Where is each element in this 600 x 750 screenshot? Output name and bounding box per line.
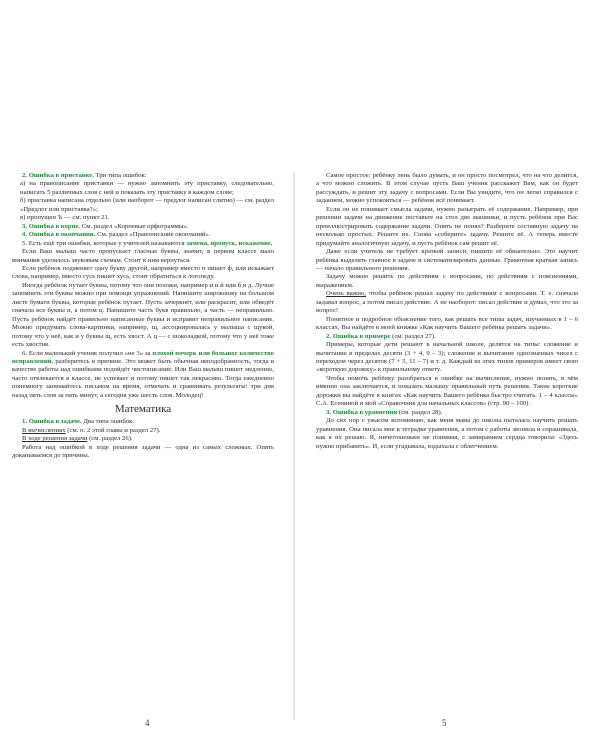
text-run: Два типа ошибок.: [81, 418, 135, 426]
paragraph-r1: [316, 172, 578, 206]
paragraph-m2: [12, 427, 274, 435]
underlined-text: В ходе решения задачи: [22, 435, 88, 443]
paragraph-r11: [316, 417, 578, 451]
highlighted-heading: 3. Ошибка в корне.: [22, 222, 81, 230]
paragraph-p11: [12, 350, 274, 401]
highlighted-heading: 4. Ошибка в окончании.: [22, 231, 96, 239]
paragraph-p8: [12, 248, 274, 265]
page-number-right: 5: [442, 718, 447, 728]
text-run: Три типа ошибок:: [93, 172, 147, 179]
text-run: (см. п. 2 этой главы и раздел 27).: [65, 426, 161, 434]
text-run: б) приставка написана отдельно (или наоборот — предлог написан слитно) — см. раздел «Предлог или приставка?»;: [20, 197, 274, 213]
text-run: чтобы ребёнок решал задачу по действиям с вопросами. Т. е. сначала задавал вопрос, а потом писал действие. А не наоборот: писал действие и думал, что это за вопрос!: [316, 290, 578, 315]
highlighted-heading: 3. Ошибка в уравнении: [326, 408, 398, 416]
underlined-text: Очень важно,: [326, 290, 366, 298]
paragraph-r3: [316, 248, 578, 273]
text-run: Задачу можно решить по действиям с вопросами, по действиям с пояснениями, выражением.: [316, 273, 578, 289]
text-run: До сих пор с ужасом вспоминаю, как меня мама до школы пыталась научить решать уравнения. Она писала мне в тетрадке уравнения, а потом с работы звонила и спрашивала, как я их решаю. Я, ничегошеньки не понимая, с замиранием сердца говорила: «Здесь нужно прибавить». И, если угадывала, вздыхала с облегчением.: [316, 417, 578, 450]
chapter-title: Математика: [114, 403, 172, 416]
highlighted-heading: 1. Ошибка в задаче.: [22, 418, 82, 426]
highlighted-heading: плохой почерк или большое количество исправлений,: [12, 349, 274, 365]
paragraph-p9: [12, 265, 274, 282]
text-run: (см. раздел 27).: [390, 332, 436, 340]
paragraph-r8: [316, 341, 578, 375]
highlighted-heading: замена, пропуск, искажение.: [186, 239, 273, 247]
paragraph-r7: [316, 333, 578, 341]
paragraph-r4: [316, 273, 578, 290]
text-run: Даже если учитель не требует краткой записи, пишите её обязательно. Это научит ребёнка выделять главное в задаче и систематизировать данные. Грамотная краткая запись — начало правильного решения.: [316, 248, 578, 272]
text-run: Работа над ошибкой в ходе решения задачи — одна из самых сложных. Опять докапываемся до причины.: [12, 443, 274, 460]
highlighted-heading: 2. Ошибка в примере: [326, 332, 391, 340]
paragraph-r9: [316, 375, 578, 409]
paragraph-m4: [12, 444, 274, 461]
left-page: [12, 172, 274, 720]
paragraph-p5: [12, 223, 274, 231]
text-run: Если он не понимает смысла задачи, нужно разыграть её содержание. Например, при решении задачи на движение поставьте на стол две машинки, и пусть ребёнок при Вас проиллюстрировать содержание задачи. Опять не понял? Разберите составную задачу на несколько простых. Решите их. Снова «соберите» задачу. Решите её. А теперь вместе придумайте аналогичную задачу, и пусть ребёнок сам решит её.: [316, 205, 578, 247]
text-run: Самое простое: ребёнку лень было думать, и он просто посмотрел, что на что делится, а что можно сложить. В этом случае пусть Ваш ученик расскажет Вам, как он будет рассуждать, и решит эту задачу с вопросами. Если Вы увидите, что он легко справился с заданием, можно успокоиться — ребёнок всё понимает.: [316, 172, 578, 205]
highlighted-heading: 2. Ошибка в приставке.: [22, 172, 94, 179]
paragraph-m3: [12, 435, 274, 443]
text-run: (см. раздел 28).: [397, 408, 443, 416]
book-gutter: [293, 172, 295, 720]
text-run: Если Ваш малыш часто пропускает гласные буквы, значит, в первом классе мало внимания уделялось звуковым схемам. Стоит к ним вернуться.: [12, 248, 274, 264]
paragraph-p6: [12, 231, 274, 239]
paragraph-r2: [316, 206, 578, 248]
paragraph-p2: [12, 180, 274, 197]
paragraph-r5: [316, 290, 578, 315]
paragraph-p4: [12, 214, 274, 222]
paragraph-r6: [316, 316, 578, 333]
text-run: в) пропущен Ъ — см. пункт 21.: [20, 214, 110, 222]
text-run: Примеры, которые дети решают в начальной школе, делятся на типы: сложение и вычитание в пределах десяти (3 + 4, 9 – 3); сложение и вычитание однозначных чисел с переходом через десяток (7 + 5, 11 – 7) и т. д. Каждый из этих типов примеров имеет свою «короткую дорожку» к правильному ответу.: [316, 341, 578, 374]
text-run: См. раздел «Правописание окончаний».: [95, 231, 211, 239]
text-run: См. раздел «Корневые орфограммы».: [80, 222, 189, 230]
book-spread: [12, 172, 588, 728]
paragraph-r10: [316, 409, 578, 417]
paragraph-m1: [12, 418, 274, 426]
underlined-text: В вычислениях: [22, 426, 66, 434]
text-run: Если ребёнок подменяет одну букву другой, например вместо п пишет ф, или искажает слова, например, вместо гусь пишет хусь, стоит обратиться к логопеду.: [12, 264, 274, 281]
right-page: [316, 172, 578, 720]
paragraph-p1: [12, 172, 274, 180]
text-run: 6. Если маленький ученик получил «не 3» за: [22, 349, 153, 357]
paragraph-p10: [12, 282, 274, 350]
text-run: (см. раздел 26).: [87, 435, 133, 443]
text-run: а) на правописание приставки — нужно запомнить эту приставку, следовательно, написать 5 различных слов с ней и показать эту приставку в каждом слове;: [20, 180, 274, 196]
paragraph-p3: [12, 197, 274, 214]
paragraph-p7: [12, 240, 274, 248]
text-run: Понятное и подробное объяснение того, как решать все типы задач, изучаемых в 1 – 6 классах, Вы найдёте в моей книжке «Как научить Вашего ребёнка решать задачи».: [316, 315, 578, 332]
page-number-left: 4: [145, 718, 150, 728]
text-run: Иногда ребёнок путает буквы, потому что они похожи, например и и й или б и д. Лучше запомнить эти буквы можно при помощи упражнений. Напишите широкошку на большом листе бумаги буквы, которые ребёнок путает. Пусть зачеркнёт, или раскрасит, или обведёт сначала все буквы и, а потом ц. Напишите часть букв правильно, а часть — неправильно. Пусть ребёнок найдёт правильно написанные буквы и исправит неправильное написание. Можно придумать слова-картинки, например, щ, ассоциировалась у малыша с щукой, потому что у неё, как и у буквы щ, есть хвост. А ц — с шоколадкой, потому что у неё тоже есть хвостик.: [12, 281, 274, 349]
text-run: Чтобы помочь ребёнку разобраться в ошибке на вычисление, нужно понять, в чём именно она заключается, и показать малышу правильный путь решения. Такие короткие дорожки вы найдёте в книгах «Как научить Вашего ребёнка быстро считать. 1 – 4 классы» С.А. Есениной и мой «Справочник для начальных классов» (стр. 90 – 100).: [316, 374, 578, 408]
text-run: разберитесь в причине. Это может быть обычная неподобранность, тогда в качестве работы над ошибками подойдёт чистописание. Или Ваш малыш пишет медленно, часто отвлекается в классе, не успевает и потому пишет так некрасиво. Тогда ежедневно понемногу занимайтесь письмом на время, отмечать и сравнивать результаты: три дня назад пять слов за пять минут, а сегодня уже шесть слов. Молодец!: [12, 357, 274, 399]
text-run: 5. Есть ещё три ошибки, которые у учителей называются: [22, 239, 187, 247]
